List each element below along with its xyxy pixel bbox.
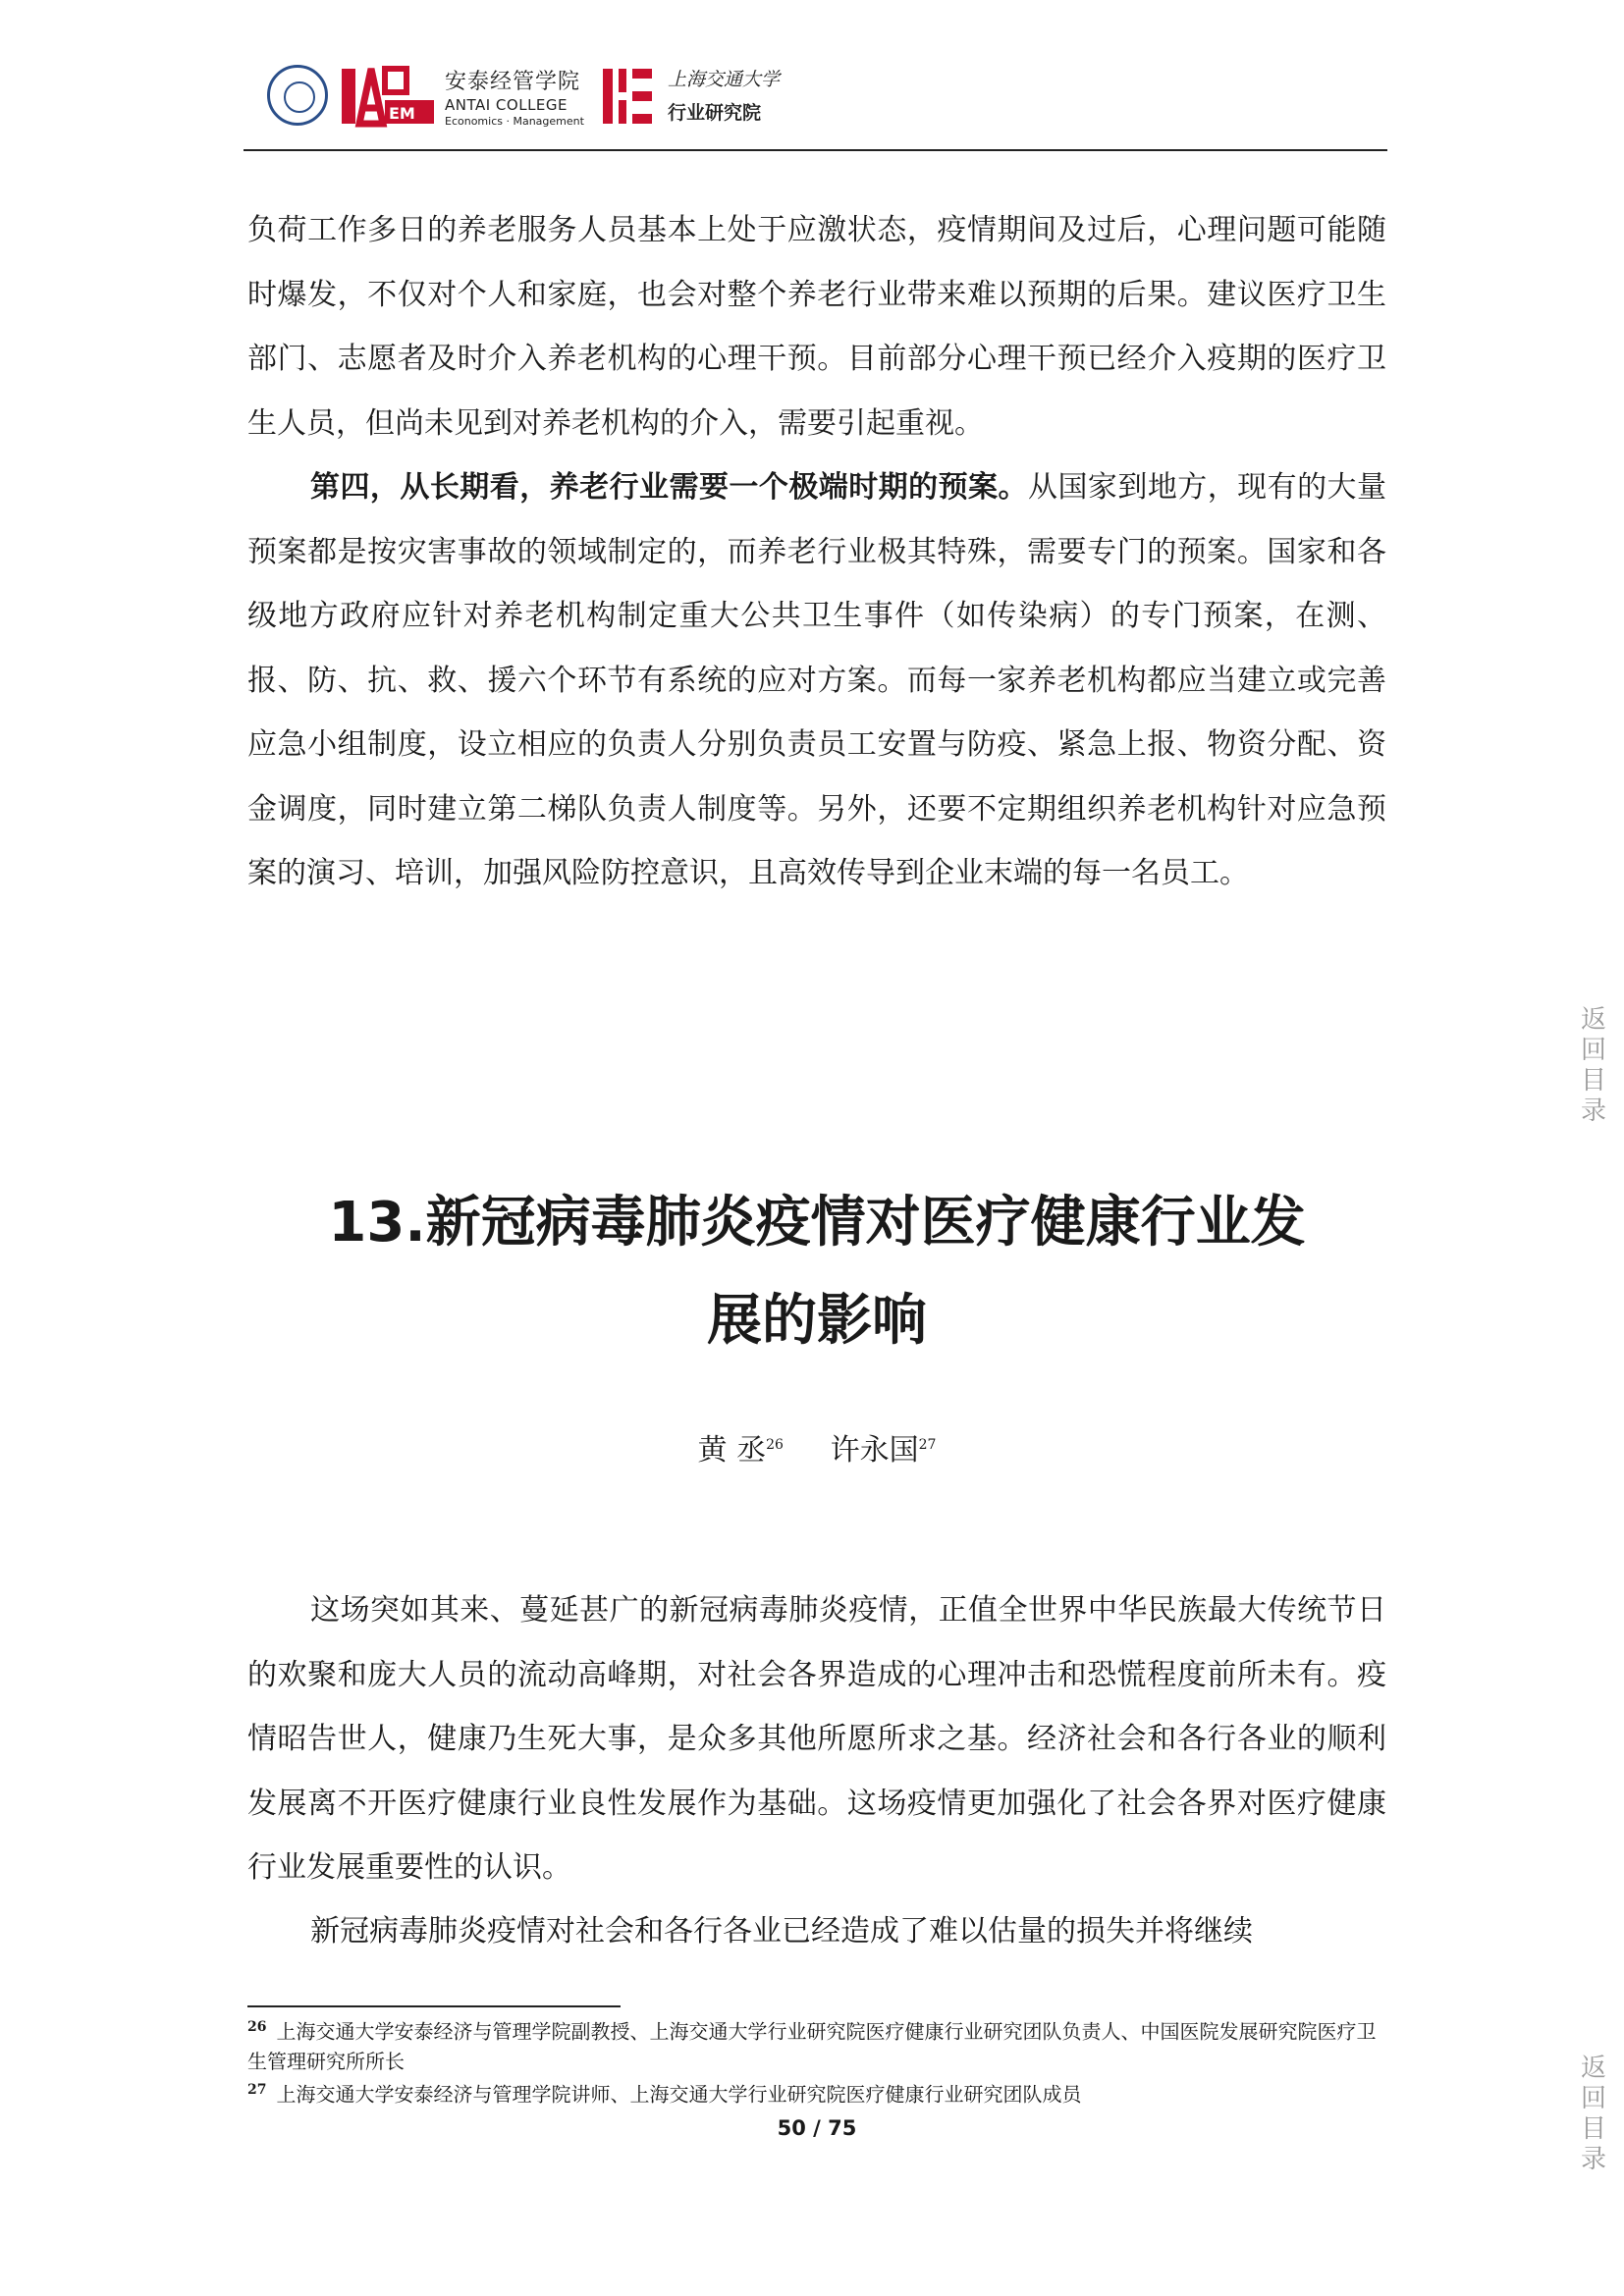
authors [247,1425,1386,1468]
section-title-line-1: 13.新冠病毒肺炎疫情对医疗健康行业发 [328,1191,1306,1255]
svg-text:EM: EM [389,104,415,123]
acem-logo [342,65,436,128]
footnote-text: 上海交通大学安泰经济与管理学院副教授、上海交通大学行业研究院医疗健康行业研究团队负责人、中国医院发展研究院医疗卫生管理研究所所长 [247,2019,1377,2073]
footnote-text: 上海交通大学安泰经济与管理学院讲师、上海交通大学行业研究院医疗健康行业研究团队成员 [276,2082,1082,2107]
antai-name-en: ANTAI COLLEGE [445,96,568,114]
paragraph-4: 新冠病毒肺炎疫情对社会和各行各业已经造成了难以估量的损失并将继续 [310,1914,1253,1949]
paragraph-2 [247,455,1386,906]
author-1-footnote-mark[interactable]: 26 [766,1437,784,1453]
page-number: 50 / 75 [777,2116,857,2140]
back-to-toc-link-lower[interactable]: 返回目录 [1580,2054,1606,2174]
header-divider [244,149,1387,151]
section-title-line-2: 展的影响 [707,1289,927,1353]
footnote-mark: 26 [247,2019,267,2035]
paragraph-3: 这场突如其来、蔓延甚广的新冠病毒肺炎疫情，正值全世界中华民族最大传统节日的欢聚和庞大人员的流动高峰期，对社会各界造成的心理冲击和恐慌程度前所未有。疫情昭告世人，健康乃生死大事，是众多其他所愿所求之基。经济社会和各行各业的顺利发展离不开医疗健康行业良性发展作为基础。这场疫情更加强化了社会各界对医疗健康行业发展重要性的认识。 [247,1593,1386,1885]
sjtu-name: 上海交通大学 [668,69,781,90]
page-header [244,57,1387,151]
footnote-divider [247,2005,621,2007]
author-2: 许永国 [830,1433,919,1468]
sjtu-seal-logo [267,65,328,126]
paragraph-1: 负荷工作多日的养老服务人员基本上处于应激状态，疫情期间及过后，心理问题可能随时爆发，不仅对个人和家庭，也会对整个养老行业带来难以预期的后果。建议医疗卫生部门、志愿者及时介入养老机构的心理干预。目前部分心理干预已经介入疫期的医疗卫生人员，但尚未见到对养老机构的介入，需要引起重视。 [247,213,1386,441]
paragraph-2-lead: 第四，从长期看，养老行业需要一个极端时期的预案。 [310,470,1028,505]
footnote-27 [247,2075,1386,2109]
institute-logo [599,65,656,128]
institute-name: 行业研究院 [668,102,762,124]
antai-name-cn: 安泰经管学院 [445,70,581,94]
author-1: 黄 丞 [697,1433,767,1468]
author-2-footnote-mark[interactable]: 27 [918,1437,937,1453]
footnote-mark: 27 [247,2082,267,2098]
antai-sub-en: Economics · Management [445,115,584,128]
back-to-toc-link-upper[interactable]: 返回目录 [1580,1005,1606,1126]
footnote-26 [247,2012,1386,2076]
paragraph-2-body: 从国家到地方，现有的大量预案都是按灾害事故的领域制定的，而养老行业极其特殊，需要专门的预案。国家和各级地方政府应针对养老机构制定重大公共卫生事件（如传染病）的专门预案，在测、报、防、抗、救、援六个环节有系统的应对方案。而每一家养老机构都应当建立或完善应急小组制度，设立相应的负责人分别负责员工安置与防疫、紧急上报、物资分配、资金调度，同时建立第二梯队负责人制度等。另外，还要不定期组织养老机构针对应急预案的演习、培训，加强风险防控意识，且高效传导到企业末端的每一名员工。 [247,470,1387,890]
section-title [247,1174,1386,1370]
